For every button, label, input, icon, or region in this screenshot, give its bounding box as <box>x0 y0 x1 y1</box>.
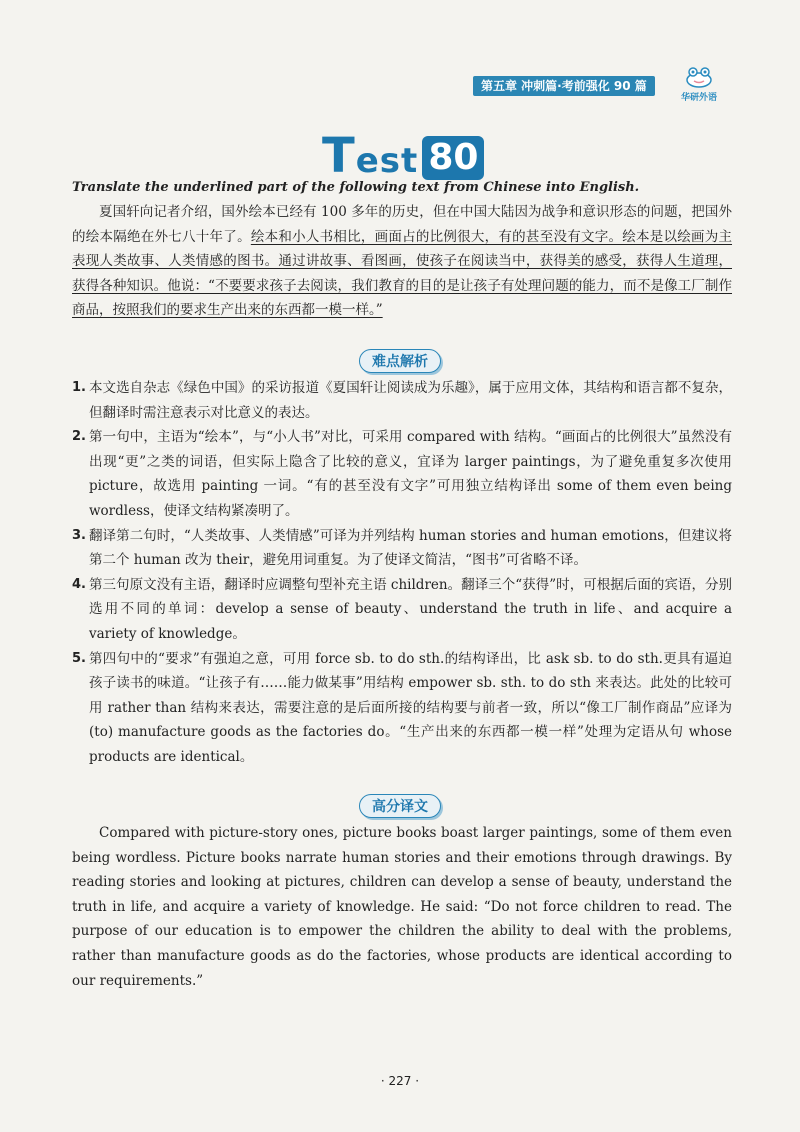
page-number: · 227 · <box>380 1074 420 1088</box>
instruction: Translate the underlined part of the following text from Chinese into English. <box>72 180 640 195</box>
list-item: 2. 第一句中，主语为“绘本”，与“小人书”对比，可采用 compared with 结构。“画面占的比例很大”虽然没有出现“更”之类的词语，但实际上隐含了比较的意义，宜译为 larger paintings，为了避免重复多次使用 picture，故选用 painting 一词。“有的甚至没有文字”可用独立结构译出 some of them even being wordless，使译文结构紧凑明了。 <box>72 429 732 519</box>
analysis-section-title: 难点解析 <box>0 349 800 373</box>
list-item: 5. 第四句中的“要求”有强迫之意，可用 force sb. to do sth.的结构译出，比 ask sb. to do sth.更具有逼迫孩子读书的味道。“让孩子有……能力做某事”用结构 empower sb. sth. to do sth 来表达。此处的比较可用 rather than 结构来表达，需要注意的是后面所接的结构要与前者一致，所以“像工厂制作商品”应译为(to) manufacture goods as the factories do。“生产出来的东西都一模一样”处理为定语从句 whose products are identical。 <box>72 650 732 765</box>
test-title <box>322 126 484 184</box>
source-intro: 夏国轩向记者介绍，国外绘本已经有 100 多年的历史，但在中国大陆因为战争和意识形态的问题，把国外的绘本隔绝在外七八十年了。 <box>72 204 732 245</box>
list-item: 1. 本文选自杂志《绿色中国》的采访报道《夏国轩让阅读成为乐趣》，属于应用文体，其结构和语言都不复杂，但翻译时需注意表示对比意义的表达。 <box>72 380 732 421</box>
chapter-header: 第五章 冲刺篇·考前强化 90 篇 <box>473 76 655 96</box>
list-item: 3. 翻译第二句时，“人类故事、人类情感”可译为并列结构 human stories and human emotions，但建议将第二个 human 改为 their，避免用词重复。为了使译文简洁，“图书”可省略不译。 <box>72 527 732 569</box>
underlined-passage: 绘本和小人书相比，画面占的比例很大，有的甚至没有文字。绘本是以绘画为主表现人类故事、人类情感的图书。通过讲故事、看图画，使孩子在阅读当中，获得美的感受，获得人生道理，获得各种知识。他说：“不要要求孩子去阅读，我们教育的目的是让孩子有处理问题的能力，而不是像工厂制作商品，按照我们的要求生产出来的东西都一模一样。” <box>72 228 733 319</box>
translation-section-title: 高分译文 <box>0 794 800 818</box>
source-text <box>72 200 732 323</box>
logo-text: 华研外语 <box>680 93 717 103</box>
analysis-notes <box>72 376 732 770</box>
frog-icon <box>684 66 714 88</box>
list-item: 4. 第三句原文没有主语，翻译时应调整句型补充主语 children。翻译三个“获得”时，可根据后面的宾语，分别选用不同的单词：develop a sense of beauty、understand the truth in life、and acquire a variety of knowledge。 <box>72 576 732 642</box>
test-word: Test <box>322 128 419 184</box>
test-number: 80 <box>422 136 484 180</box>
publisher-logo <box>676 66 722 103</box>
model-translation: Compared with picture-story ones, picture books boast larger paintings, some of them even being wordless. Picture books narrate human stories and their emotions through drawings. By reading stories and looking at pictures, children can develop a sense of beauty, understand the truth in life, and acquire a variety of knowledge. He said: “Do not force children to read. The purpose of our education is to empower the children the ability to deal with the problems, rather than manufacture goods as do the factories, whose products are identical according to our requirements.” <box>72 825 732 989</box>
